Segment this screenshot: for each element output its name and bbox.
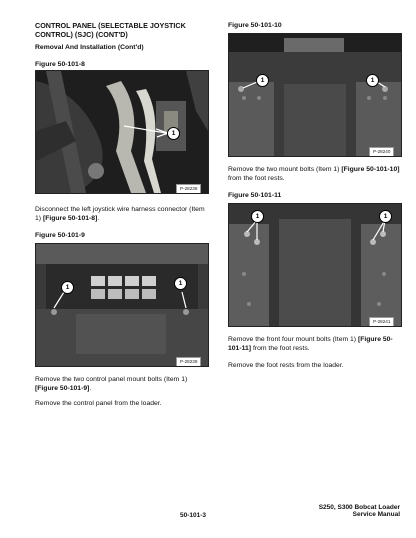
page-number: 50-101-3: [180, 512, 207, 519]
right-para-3: Remove the foot rests from the loader.: [228, 362, 344, 369]
figure-9-callout-right: 1: [174, 277, 187, 290]
figure-11-callout-right: 1: [379, 210, 392, 223]
right-para-2: Remove the front four mount bolts (Item 1) [Figure 50-101-11] from the foot rests.: [228, 336, 393, 352]
figure-8-image: [36, 71, 208, 193]
left-para-3: Remove the control panel from the loader.: [35, 400, 162, 407]
figure-11-label: Figure 50-101-11: [228, 192, 282, 199]
right-para-1: Remove the two mount bolts (Item 1) [Figure 50-101-10] from the foot rests.: [228, 166, 400, 182]
manual-title: S250, S300 Bobcat Loader Service Manual: [318, 504, 400, 518]
figure-8-callout: 1: [167, 127, 180, 140]
figure-10-photo: [228, 33, 402, 157]
figure-9-callout-left: 1: [61, 281, 74, 294]
section-subtitle: Removal And Installation (Cont'd): [35, 44, 144, 51]
figure-11-photo: [228, 203, 402, 327]
left-para-1: Disconnect the left joystick wire harness connector (Item 1) [Figure 50-101-8].: [35, 206, 205, 222]
figure-11-code: P-28241: [369, 317, 394, 327]
figure-8-photo: [35, 70, 209, 194]
figure-8-label: Figure 50-101-8: [35, 61, 85, 68]
figure-10-code: P-28240: [369, 147, 394, 157]
figure-9-image: [36, 244, 208, 366]
left-para-2: Remove the two control panel mount bolts (Item 1) [Figure 50-101-9].: [35, 376, 188, 392]
figure-10-image: [229, 34, 401, 156]
figure-10-label: Figure 50-101-10: [228, 22, 282, 29]
figure-11-callout-left: 1: [251, 210, 264, 223]
figure-10-callout-left: 1: [256, 74, 269, 87]
figure-9-photo: [35, 243, 209, 367]
figure-10-callout-right: 1: [366, 74, 379, 87]
figure-8-code: P-28238: [176, 184, 201, 194]
section-title: CONTROL PANEL (SELECTABLE JOYSTICK CONTROL) (SJC) (CONT'D): [35, 21, 186, 39]
figure-9-code: P-28239: [176, 357, 201, 367]
figure-9-label: Figure 50-101-9: [35, 232, 85, 239]
